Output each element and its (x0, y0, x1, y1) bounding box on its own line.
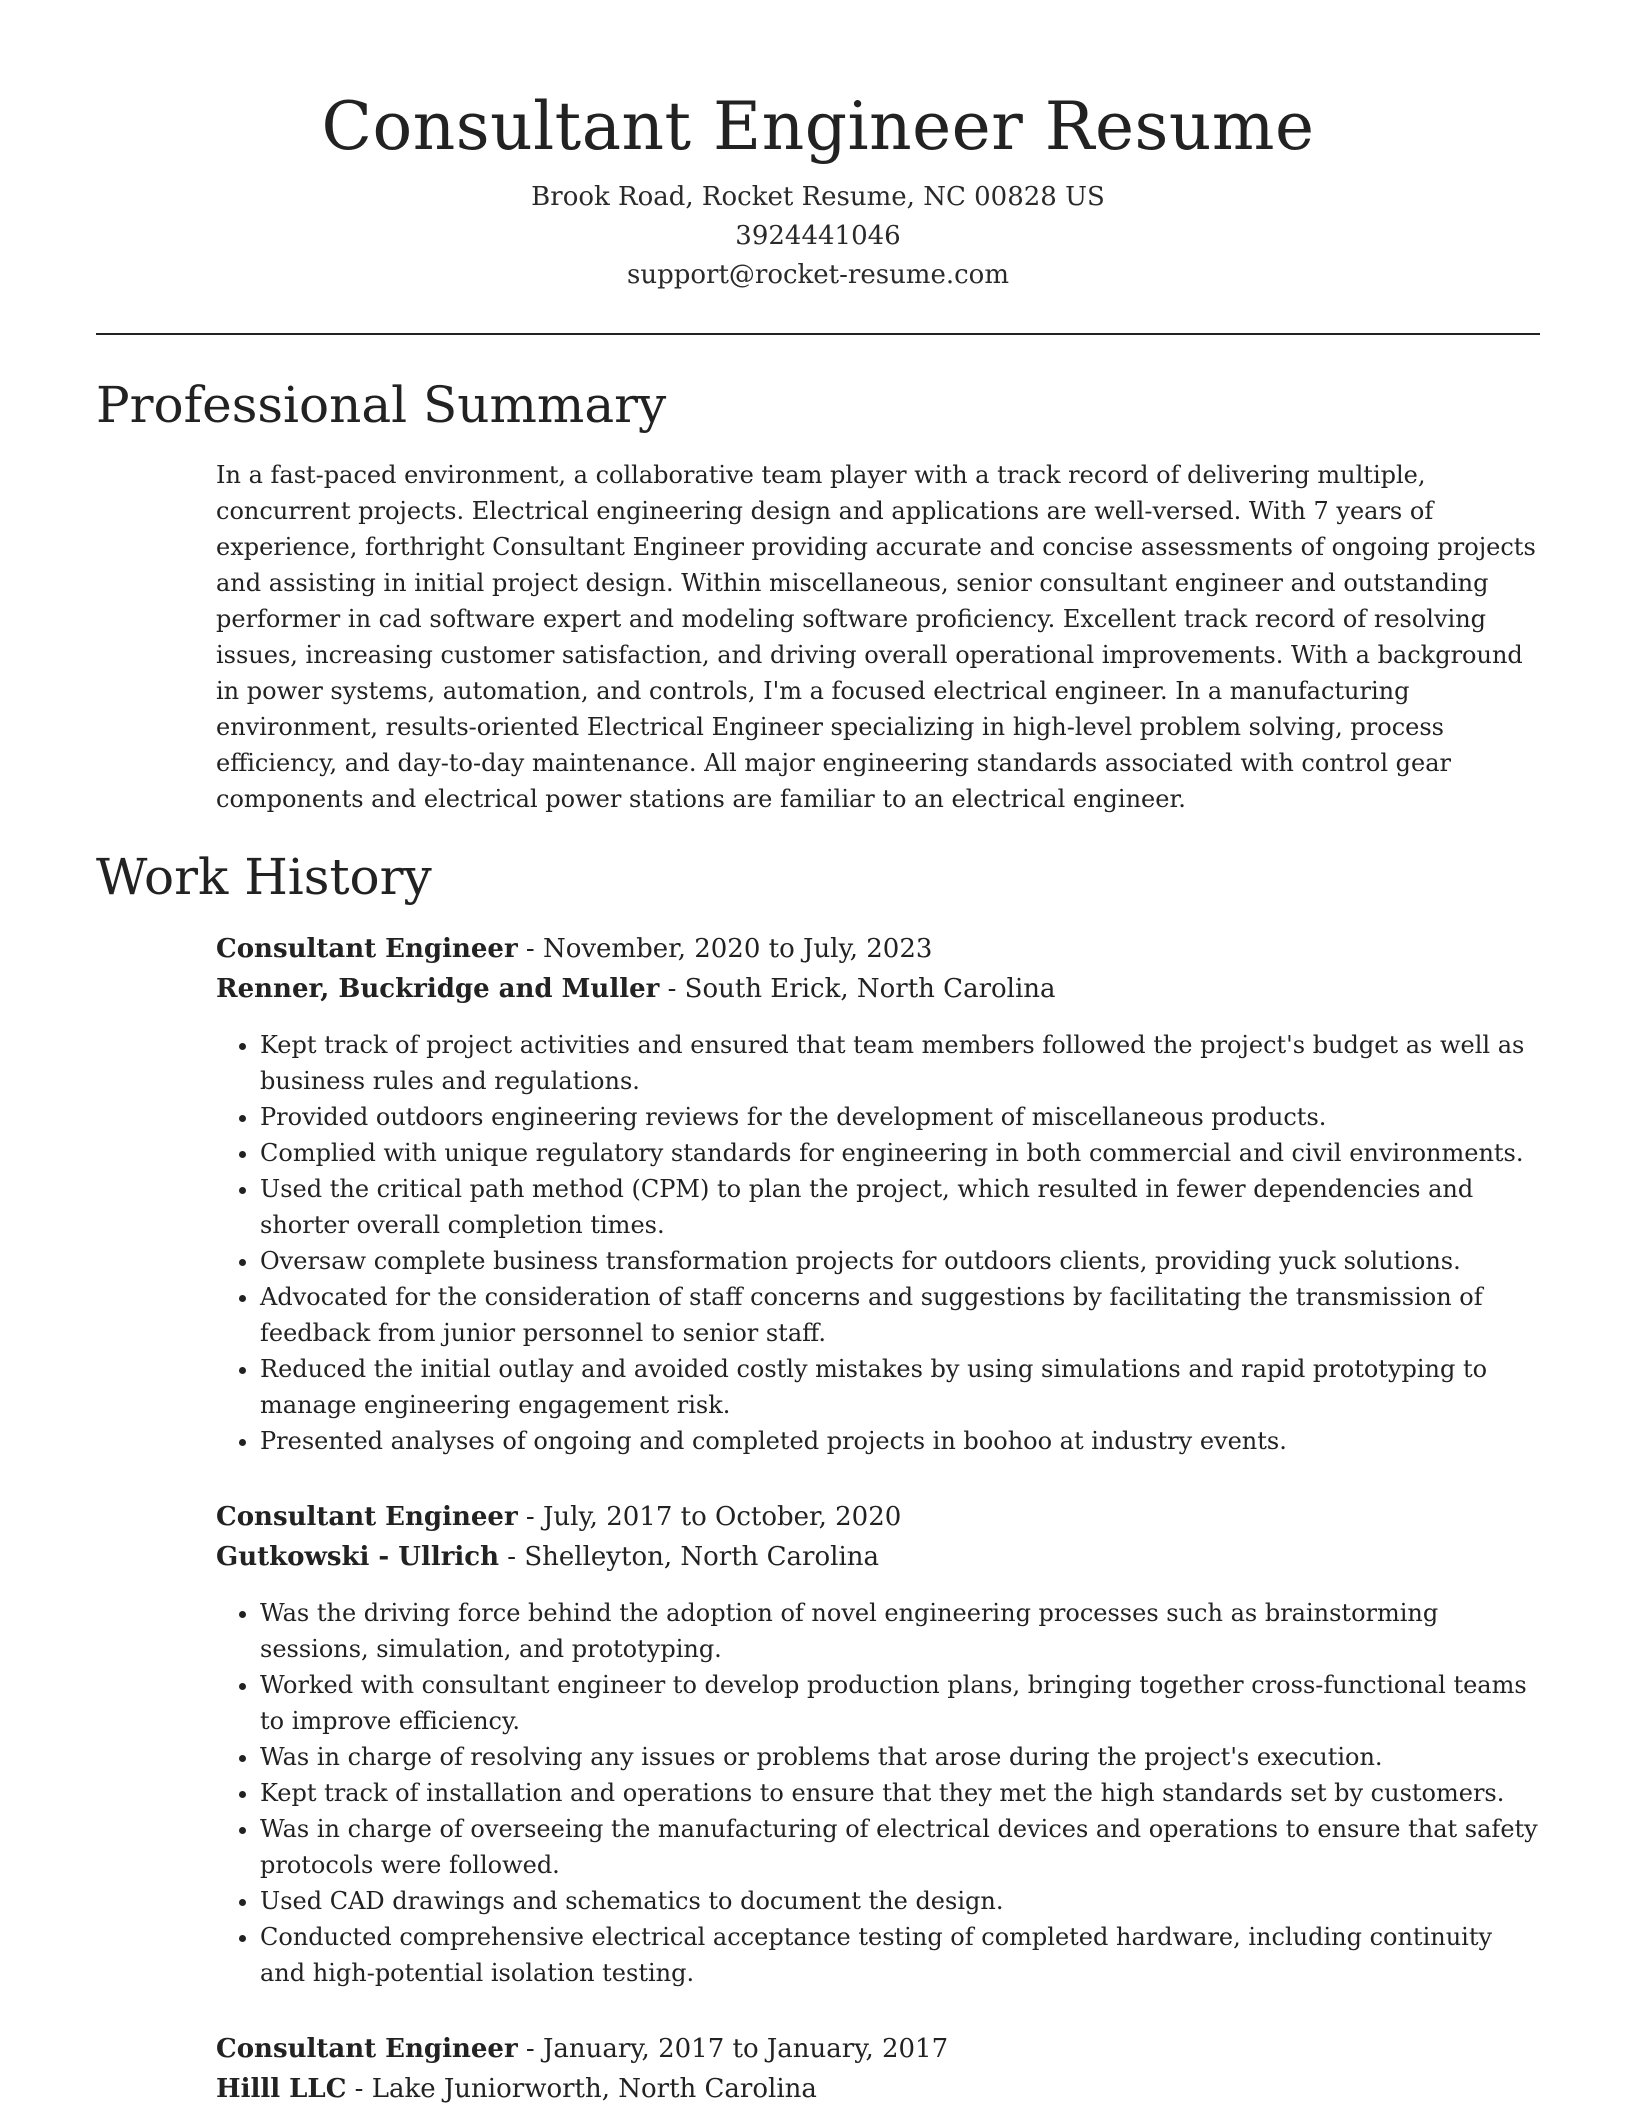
job-bullets (216, 1027, 1540, 1459)
job-title-line (216, 929, 1540, 969)
work-history-heading: Work History (96, 848, 432, 906)
job-bullet: • Complied with unique regulatory standards for engineering in both commercial and civil environments. (260, 1135, 1540, 1171)
header-divider (96, 333, 1540, 335)
job-bullet: • Provided outdoors engineering reviews for the development of miscellaneous products. (260, 1099, 1540, 1135)
job-bullet: • Was in charge of resolving any issues or problems that arose during the project's execution. (260, 1739, 1540, 1775)
job-company-line (216, 2069, 1540, 2109)
job-bullet: • Presented analyses of ongoing and completed projects in boohoo at industry events. (260, 1423, 1540, 1459)
job-entry (216, 2029, 1540, 2109)
contact-email: support@rocket-resume.com (626, 260, 1009, 290)
job-title: Consultant Engineer (216, 934, 518, 964)
job-company-line (216, 1537, 1540, 1577)
job-bullet: • Was the driving force behind the adoption of novel engineering processes such as brainstorming sessions, simulation, and prototyping. (260, 1595, 1540, 1667)
job-bullet: • Kept track of installation and operations to ensure that they met the high standards set by customers. (260, 1775, 1540, 1811)
job-entry (216, 929, 1540, 1459)
job-location: - South Erick, North Carolina (659, 974, 1056, 1004)
contact-address: Brook Road, Rocket Resume, NC 00828 US (531, 182, 1105, 212)
summary-heading: Professional Summary (96, 376, 667, 434)
job-bullet: • Oversaw complete business transformation projects for outdoors clients, providing yuck solutions. (260, 1243, 1540, 1279)
work-history-list (96, 929, 1540, 2109)
job-location: - Lake Juniorworth, North Carolina (346, 2074, 817, 2104)
job-company: Hilll LLC (216, 2074, 347, 2104)
job-dates: - November, 2020 to July, 2023 (517, 934, 933, 964)
job-location: - Shelleyton, North Carolina (499, 1542, 880, 1572)
job-bullet: • Used the critical path method (CPM) to plan the project, which resulted in fewer dependencies and shorter overall completion times. (260, 1171, 1540, 1243)
job-title-line (216, 1497, 1540, 1537)
job-bullet: • Worked with consultant engineer to develop production plans, bringing together cross-functional teams to improve efficiency. (260, 1667, 1540, 1739)
job-title: Consultant Engineer (216, 1502, 518, 1532)
job-dates: - January, 2017 to January, 2017 (517, 2034, 949, 2064)
summary-text: In a fast-paced environment, a collaborative team player with a track record of delivering multiple, concurrent projects. Electrical engineering design and applications are well-versed. With 7 years of experience, forthright Consultant Engineer providing accurate and concise assessments of ongoing projects and assisting in initial project design. Within miscellaneous, senior consultant engineer and outstanding performer in cad software expert and modeling software proficiency. Excellent track record of resolving issues, increasing customer satisfaction, and driving overall operational improvements. With a background in power systems, automation, and controls, I'm a focused electrical engineer. In a manufacturing environment, results-oriented Electrical Engineer specializing in high-level problem solving, process efficiency, and day-to-day maintenance. All major engineering standards associated with control gear components and electrical power stations are familiar to an electrical engineer. (216, 461, 1536, 813)
job-bullet: • Used CAD drawings and schematics to document the design. (260, 1883, 1540, 1919)
job-title: Consultant Engineer (216, 2034, 518, 2064)
job-bullets (216, 1595, 1540, 1991)
job-company: Gutkowski - Ullrich (216, 1542, 500, 1572)
job-entry (216, 1497, 1540, 1991)
contact-phone: 3924441046 (735, 221, 901, 251)
job-bullet: • Reduced the initial outlay and avoided costly mistakes by using simulations and rapid prototyping to manage engineering engagement risk. (260, 1351, 1540, 1423)
job-dates: - July, 2017 to October, 2020 (517, 1502, 902, 1532)
job-bullet: • Advocated for the consideration of staff concerns and suggestions by facilitating the transmission of feedback from junior personnel to senior staff. (260, 1279, 1540, 1351)
resume-title: Consultant Engineer Resume (321, 88, 1315, 165)
job-bullet: • Kept track of project activities and ensured that team members followed the project's budget as well as business rules and regulations. (260, 1027, 1540, 1099)
resume-page (96, 0, 1540, 2109)
contact-block (96, 178, 1540, 295)
job-bullet: • Conducted comprehensive electrical acceptance testing of completed hardware, including continuity and high-potential isolation testing. (260, 1919, 1540, 1991)
job-title-line (216, 2029, 1540, 2069)
job-company: Renner, Buckridge and Muller (216, 974, 660, 1004)
job-bullet: • Was in charge of overseeing the manufacturing of electrical devices and operations to ensure that safety protocols were followed. (260, 1811, 1540, 1883)
job-company-line (216, 969, 1540, 1009)
